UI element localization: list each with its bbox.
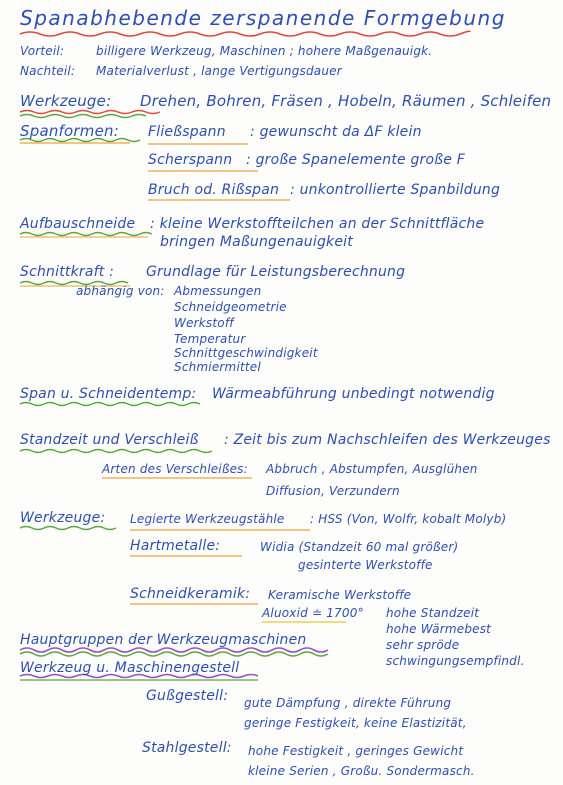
list-item: Temperatur xyxy=(174,332,246,346)
spanform-text-1: : gewunscht da ΔF klein xyxy=(250,124,422,140)
schnittkraft-text: Grundlage für Leistungsberechnung xyxy=(146,264,406,280)
abhaengig-label: abhängig von: xyxy=(76,284,165,298)
standzeit-text: : Zeit bis zum Nachschleifen des Werkzeuges xyxy=(224,432,551,448)
arten-line1: Abbruch , Abstumpfen, Ausglühen xyxy=(266,462,478,476)
keramik-line2: Aluoxid ≐ 1700° xyxy=(262,606,364,620)
stahlgestell-term: Stahlgestell: xyxy=(142,740,232,756)
standzeit-heading: Standzeit und Verschleiß xyxy=(20,432,199,448)
nachteil-label: Nachteil: xyxy=(20,64,76,78)
list-item: Schmiermittel xyxy=(174,360,261,374)
stahlgestell-line1: hohe Festigkeit , geringes Gewicht xyxy=(248,744,464,758)
vorteil-text: billigere Werkzeug, Maschinen ; hohere Maßgenauigk. xyxy=(96,44,433,58)
keramik-prop: sehr spröde xyxy=(386,638,460,652)
schnittkraft-heading: Schnittkraft : xyxy=(20,264,115,280)
aufbauschneide-heading: Aufbauschneide xyxy=(20,216,136,232)
span-temp-heading: Span u. Schneidentemp: xyxy=(20,386,197,402)
keramik-line1: Keramische Werkstoffe xyxy=(268,588,412,602)
gestell-heading: Werkzeug u. Maschinengestell xyxy=(20,660,240,676)
arten-line2: Diffusion, Verzundern xyxy=(266,484,400,498)
list-item: Schnittgeschwindigkeit xyxy=(174,346,318,360)
werkzeuge2-heading: Werkzeuge: xyxy=(20,510,106,526)
list-item: Schneidgeometrie xyxy=(174,300,287,314)
gussgestell-line2: geringe Festigkeit, keine Elastizität, xyxy=(244,716,467,730)
keramik-prop: hohe Wärmebest xyxy=(386,622,492,636)
hauptgruppen-heading: Hauptgruppen der Werkzeugmaschinen xyxy=(20,632,307,648)
spanform-term-2: Scherspann xyxy=(148,152,233,168)
hartmetalle-term: Hartmetalle: xyxy=(130,538,221,554)
legierte-term: Legierte Werkzeugstähle xyxy=(130,512,285,526)
werkzeuge-text: Drehen, Bohren, Fräsen , Hobeln, Räumen , Schleifen xyxy=(140,92,552,110)
spanform-text-3: : unkontrollierte Spanbildung xyxy=(290,182,501,198)
spanform-term-1: Fließspann xyxy=(148,124,226,140)
keramik-prop: schwingungsempfindl. xyxy=(386,654,525,668)
spanform-text-2: : große Spanelemente große F xyxy=(246,152,466,168)
schneidkeramik-term: Schneidkeramik: xyxy=(130,586,251,602)
aufbauschneide-line1: : kleine Werkstoffteilchen an der Schnittfläche xyxy=(150,216,485,232)
spanform-term-3: Bruch od. Rißspan xyxy=(148,182,280,198)
vorteil-label: Vorteil: xyxy=(20,44,65,58)
stahlgestell-line2: kleine Serien , Großu. Sondermasch. xyxy=(248,764,475,778)
hartmetalle-line2: gesinterte Werkstoffe xyxy=(298,558,433,572)
spanformen-heading: Spanformen: xyxy=(20,122,119,140)
arten-heading: Arten des Verschleißes: xyxy=(102,462,248,476)
gussgestell-line1: gute Dämpfung , direkte Führung xyxy=(244,696,452,710)
werkzeuge-heading: Werkzeuge: xyxy=(20,92,112,110)
page-title: Spanabhebende zerspanende Formgebung xyxy=(20,6,506,30)
span-temp-text: Wärmeabführung unbedingt notwendig xyxy=(212,386,495,402)
hartmetalle-line1: Widia (Standzeit 60 mal größer) xyxy=(260,540,459,554)
nachteil-text: Materialverlust , lange Vertigungsdauer xyxy=(96,64,342,78)
gussgestell-term: Gußgestell: xyxy=(146,688,229,704)
aufbauschneide-line2: bringen Maßungenauigkeit xyxy=(160,234,353,250)
keramik-prop: hohe Standzeit xyxy=(386,606,480,620)
legierte-text: : HSS (Von, Wolfr, kobalt Molyb) xyxy=(310,512,507,526)
list-item: Werkstoff xyxy=(174,316,234,330)
list-item: Abmessungen xyxy=(174,284,262,298)
